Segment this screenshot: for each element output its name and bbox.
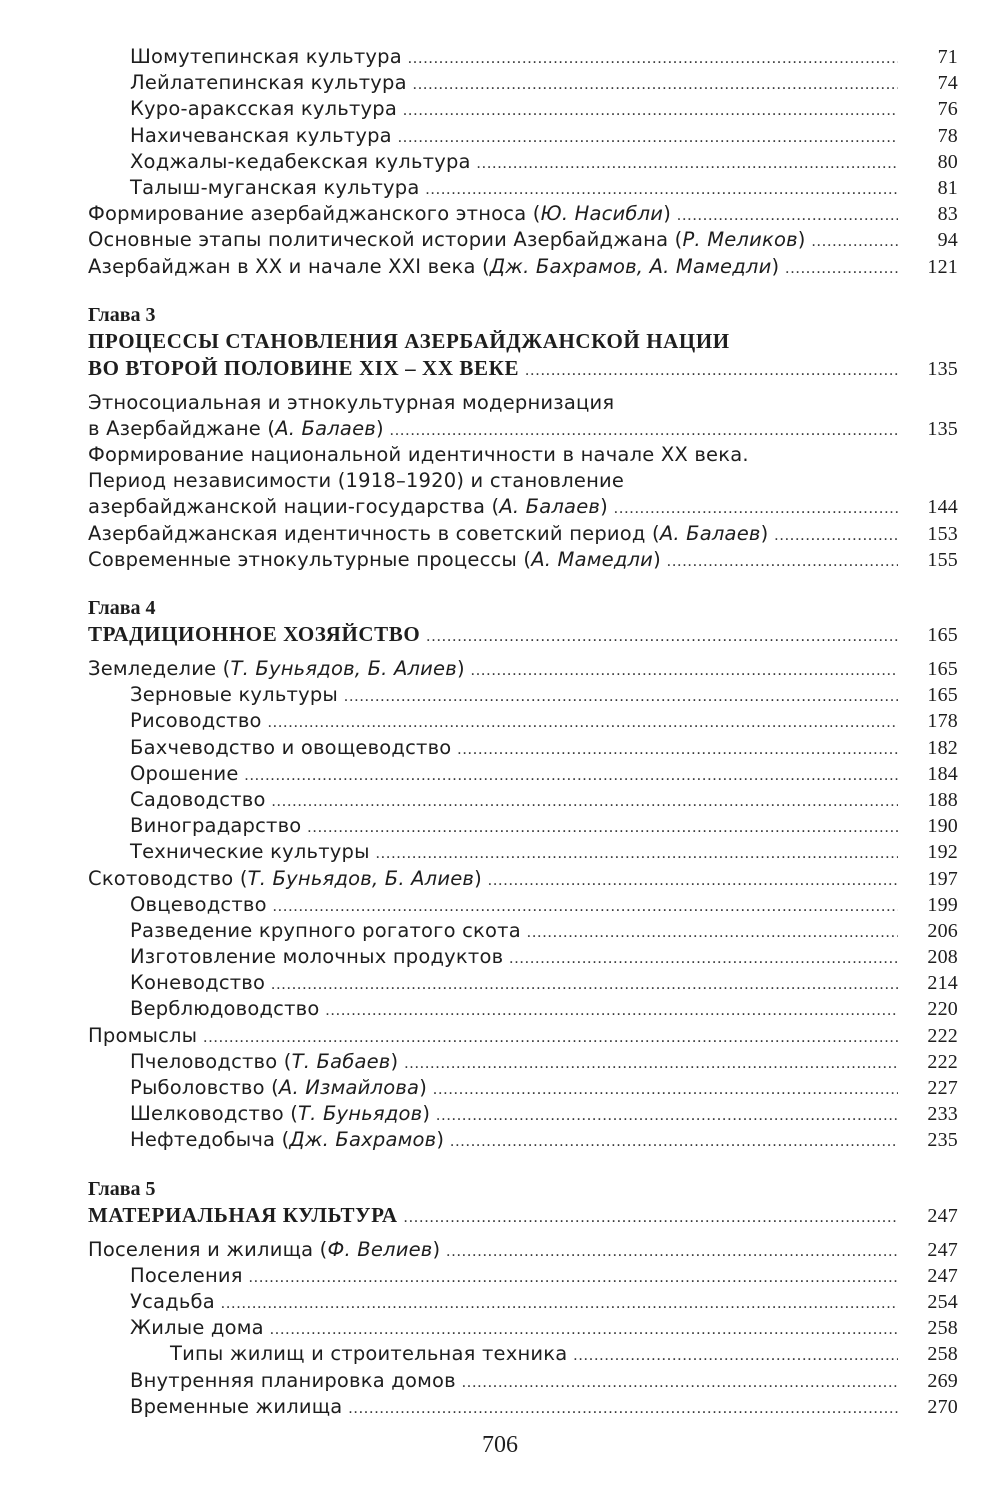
entry-title: азербайджанской нации-государства (А. Балаев) [88, 495, 608, 519]
entry-author: Т. Бабаев [291, 1049, 391, 1073]
chapter-4-entries [88, 656, 958, 1154]
toc-entry [88, 892, 958, 918]
page-number: 197 [927, 867, 958, 890]
chapter-5-title-row [88, 1202, 958, 1229]
page-number: 83 [937, 203, 958, 226]
entry-title: Период независимости (1918–1920) и становление [88, 469, 625, 493]
leader-dots [413, 72, 898, 98]
page-number: 227 [927, 1077, 958, 1099]
toc-entry [88, 1075, 958, 1101]
toc-entry [88, 787, 958, 813]
entry-title: Азербайджан в XX и начале XXI века (Дж. Бахрамов, А. Мамедли) [88, 254, 780, 278]
entry-title: Азербайджанская идентичность в советский период (А. Балаев) [88, 521, 769, 545]
toc-entry [88, 1101, 958, 1127]
page-number: 220 [927, 998, 958, 1021]
page-number: 190 [927, 815, 958, 838]
leader-dots [344, 684, 898, 710]
entry-title: Жилые дома [130, 1316, 264, 1340]
entry-title: Нефтедобыча (Дж. Бахрамов) [130, 1128, 445, 1152]
entry-author: Т. Буньядов, Б. Алиев [230, 657, 457, 680]
leader-dots [527, 920, 898, 946]
page-number: 247 [927, 1264, 958, 1287]
leader-dots [525, 357, 898, 384]
leader-dots [307, 815, 898, 841]
page-number: 165 [927, 624, 958, 646]
entry-title: Шомутепинская культура [130, 45, 402, 68]
toc-entry [88, 970, 958, 996]
entry-author: Ф. Велиев [327, 1237, 433, 1261]
entry-author: Т. Буньядов [298, 1102, 423, 1126]
toc-entry [88, 1049, 958, 1075]
toc-entry [88, 813, 958, 839]
leader-dots [785, 256, 898, 282]
toc-entry [88, 123, 958, 149]
page-number: 144 [927, 496, 958, 519]
toc-entry [88, 227, 958, 253]
chapter-4-title: ТРАДИЦИОННОЕ ХОЗЯЙСТВО [88, 622, 421, 646]
page-number: 222 [927, 1050, 958, 1073]
leader-dots [667, 549, 898, 575]
page-number: 247 [927, 1204, 958, 1227]
toc-entry [88, 1394, 958, 1420]
toc-entry [88, 918, 958, 944]
leader-dots [245, 763, 898, 789]
toc-entry [88, 1315, 958, 1341]
entry-author: А. Балаев [499, 495, 601, 519]
leader-dots [270, 1317, 898, 1343]
entry-title: Рисоводство [130, 709, 262, 733]
entry-title: Промыслы [88, 1023, 198, 1047]
toc-entry [88, 1263, 958, 1289]
entry-title: Современные этнокультурные процессы (А. Мамедли) [88, 547, 661, 571]
leader-dots [446, 1239, 898, 1265]
toc-entry [88, 547, 958, 573]
toc-entry [88, 149, 958, 175]
leader-dots [403, 98, 898, 124]
entry-title: Талыш-муганская культура [130, 175, 420, 199]
toc-entry [88, 416, 958, 442]
page-number: 165 [927, 684, 958, 707]
entry-title: Бахчеводство и овощеводство [130, 735, 452, 759]
toc-entry [88, 1127, 958, 1153]
toc-entry [88, 175, 958, 201]
leader-dots [436, 1103, 898, 1129]
entry-title: Овцеводство [130, 892, 267, 916]
entry-author: Дж. Бахрамов [289, 1128, 437, 1152]
entry-author: Дж. Бахрамов, А. Мамедли [489, 254, 772, 278]
leader-dots [273, 894, 898, 920]
toc-entry [88, 70, 958, 96]
entry-title: Пчеловодство (Т. Бабаев) [130, 1049, 399, 1073]
page-number: 155 [927, 548, 958, 571]
leader-dots [774, 523, 898, 549]
chapter-5-entries [88, 1237, 958, 1420]
entry-author: А. Измайлова [278, 1076, 420, 1099]
entry-title: Скотоводство (Т. Буньядов, Б. Алиев) [88, 866, 482, 890]
leader-dots [271, 972, 898, 998]
entry-title: Садоводство [130, 787, 266, 811]
entry-title: Зерновые культуры [130, 683, 338, 707]
page-number: 71 [937, 46, 958, 68]
toc-entry [88, 1341, 958, 1367]
entry-title: Внутренняя планировка домов [130, 1368, 456, 1392]
page-number: 235 [927, 1129, 958, 1152]
entry-title: Верблюдоводство [130, 997, 320, 1021]
toc-entry [88, 708, 958, 734]
entry-title: Усадьба [130, 1289, 215, 1313]
chapter-3-label: Глава 3 [88, 303, 156, 326]
leader-dots [812, 229, 898, 255]
toc-entry [88, 944, 958, 970]
page-number: 121 [927, 255, 958, 278]
chapter-4-label: Глава 4 [88, 597, 156, 619]
leader-dots [433, 1077, 898, 1103]
entry-title: Этносоциальная и этнокультурная модернизация [88, 390, 615, 414]
toc-entry-line [88, 390, 958, 416]
chapter-3-entries [88, 521, 958, 573]
page-number: 222 [927, 1024, 958, 1047]
leader-dots [376, 841, 898, 867]
page-number: 233 [927, 1103, 958, 1126]
toc-entry [88, 839, 958, 865]
leader-dots [488, 868, 898, 894]
toc-entry-line [88, 442, 958, 468]
page-number: 78 [937, 124, 958, 147]
toc-entry [88, 96, 958, 122]
leader-dots [268, 710, 898, 736]
toc-entry [88, 1289, 958, 1315]
leader-dots [390, 418, 898, 444]
toc-section-top [88, 44, 958, 280]
chapter-3-title-row [88, 355, 958, 382]
entry-title: Шелководство (Т. Буньядов) [130, 1102, 431, 1126]
leader-dots [450, 1129, 898, 1155]
page-number: 80 [937, 150, 958, 173]
page-number: 214 [927, 972, 958, 995]
toc-entry [88, 44, 958, 70]
leader-dots [509, 946, 898, 972]
leader-dots [408, 46, 898, 72]
page-number: 153 [927, 522, 958, 545]
entry-title: Формирование азербайджанского этноса (Ю. Насибли) [88, 202, 671, 226]
entry-author: А. Балаев [659, 521, 761, 545]
entry-title: Основные этапы политической истории Азербайджана (Р. Меликов) [88, 228, 806, 252]
toc-entry [88, 866, 958, 892]
toc-entry [88, 682, 958, 708]
entry-title: Поселения [130, 1263, 243, 1287]
toc-entry [88, 761, 958, 787]
leader-dots [404, 1051, 898, 1077]
page-number: 192 [927, 841, 958, 864]
chapter-3-title-line2: ВО ВТОРОЙ ПОЛОВИНЕ XIX – XX ВЕКЕ [88, 355, 520, 380]
entry-title: Земледелие (Т. Буньядов, Б. Алиев) [88, 657, 465, 680]
page-number: 258 [927, 1343, 958, 1366]
page-number: 188 [927, 788, 958, 811]
leader-dots [404, 1204, 898, 1231]
page-number: 269 [927, 1369, 958, 1392]
page-number: 178 [927, 710, 958, 733]
entry-title: Лейлатепинская культура [130, 71, 407, 95]
toc-entry-line [88, 468, 958, 494]
entry-title: Изготовление молочных продуктов [130, 945, 504, 969]
page-number: 182 [927, 736, 958, 759]
entry-title: Типы жилищ и строительная техника [170, 1342, 568, 1366]
toc-entry [88, 735, 958, 761]
page-number: 258 [927, 1317, 958, 1340]
entry-title: Ходжалы-кедабекская культура [130, 149, 471, 173]
page-number: 135 [927, 357, 958, 380]
entry-author: А. Мамедли [531, 547, 654, 571]
leader-dots [272, 789, 898, 815]
leader-dots [477, 151, 898, 177]
leader-dots [221, 1291, 898, 1317]
entry-title: Куро-араксская культура [130, 97, 397, 121]
entry-title: Технические культуры [130, 840, 370, 864]
entry-title: Разведение крупного рогатого скота [130, 918, 521, 942]
toc-entry [88, 1368, 958, 1394]
leader-dots [573, 1343, 898, 1369]
page-number: 247 [927, 1238, 958, 1261]
page-number: 74 [937, 72, 958, 95]
page-number: 81 [937, 176, 958, 199]
entry-author: Р. Меликов [682, 228, 798, 252]
leader-dots [325, 998, 898, 1024]
page-number: 165 [927, 658, 958, 680]
leader-dots [398, 125, 898, 151]
page-footer-number: 706 [482, 1432, 518, 1458]
leader-dots [457, 737, 898, 763]
entry-title: Рыболовство (А. Измайлова) [130, 1076, 427, 1099]
entry-author: Ю. Насибли [540, 202, 664, 226]
entry-title: Виноградарство [130, 814, 302, 838]
leader-dots [249, 1265, 898, 1291]
table-of-contents [88, 44, 958, 1420]
toc-entry [88, 656, 958, 682]
leader-dots [614, 496, 898, 522]
chapter-5-title: МАТЕРИАЛЬНАЯ КУЛЬТУРА [88, 1202, 398, 1227]
entry-title: Временные жилища [130, 1394, 343, 1418]
page-number: 76 [937, 98, 958, 121]
leader-dots [203, 1025, 898, 1051]
leader-dots [471, 658, 898, 684]
leader-dots [677, 203, 898, 229]
leader-dots [462, 1370, 898, 1396]
page-number: 184 [927, 762, 958, 785]
entry-title: в Азербайджане (А. Балаев) [88, 416, 384, 440]
page-number: 270 [927, 1395, 958, 1418]
toc-entry [88, 201, 958, 227]
page-number: 254 [927, 1290, 958, 1313]
toc-entry [88, 254, 958, 280]
entry-author: А. Балаев [275, 416, 376, 440]
toc-entry [88, 521, 958, 547]
chapter-5-label: Глава 5 [88, 1177, 156, 1200]
page-number: 135 [927, 417, 958, 440]
entry-title: Коневодство [130, 971, 266, 995]
leader-dots [425, 177, 898, 203]
page-number: 208 [927, 946, 958, 969]
leader-dots [348, 1396, 898, 1422]
entry-title: Орошение [130, 761, 239, 785]
page-number: 206 [927, 919, 958, 942]
toc-entry [88, 1023, 958, 1049]
page-number: 94 [937, 229, 958, 252]
entry-title: Нахичеванская культура [130, 123, 392, 147]
entry-author: Т. Буньядов, Б. Алиев [247, 866, 475, 890]
entry-title: Поселения и жилища (Ф. Велиев) [88, 1237, 441, 1261]
page-number: 199 [927, 893, 958, 916]
entry-title: Формирование национальной идентичности в начале XX века. [88, 443, 749, 467]
leader-dots [426, 623, 898, 650]
toc-entry [88, 1237, 958, 1263]
chapter-4-title-row [88, 621, 958, 648]
toc-entry [88, 996, 958, 1022]
toc-entry [88, 494, 958, 520]
chapter-3-title-line1: ПРОЦЕССЫ СТАНОВЛЕНИЯ АЗЕРБАЙДЖАНСКОЙ НАЦИИ [88, 328, 730, 353]
